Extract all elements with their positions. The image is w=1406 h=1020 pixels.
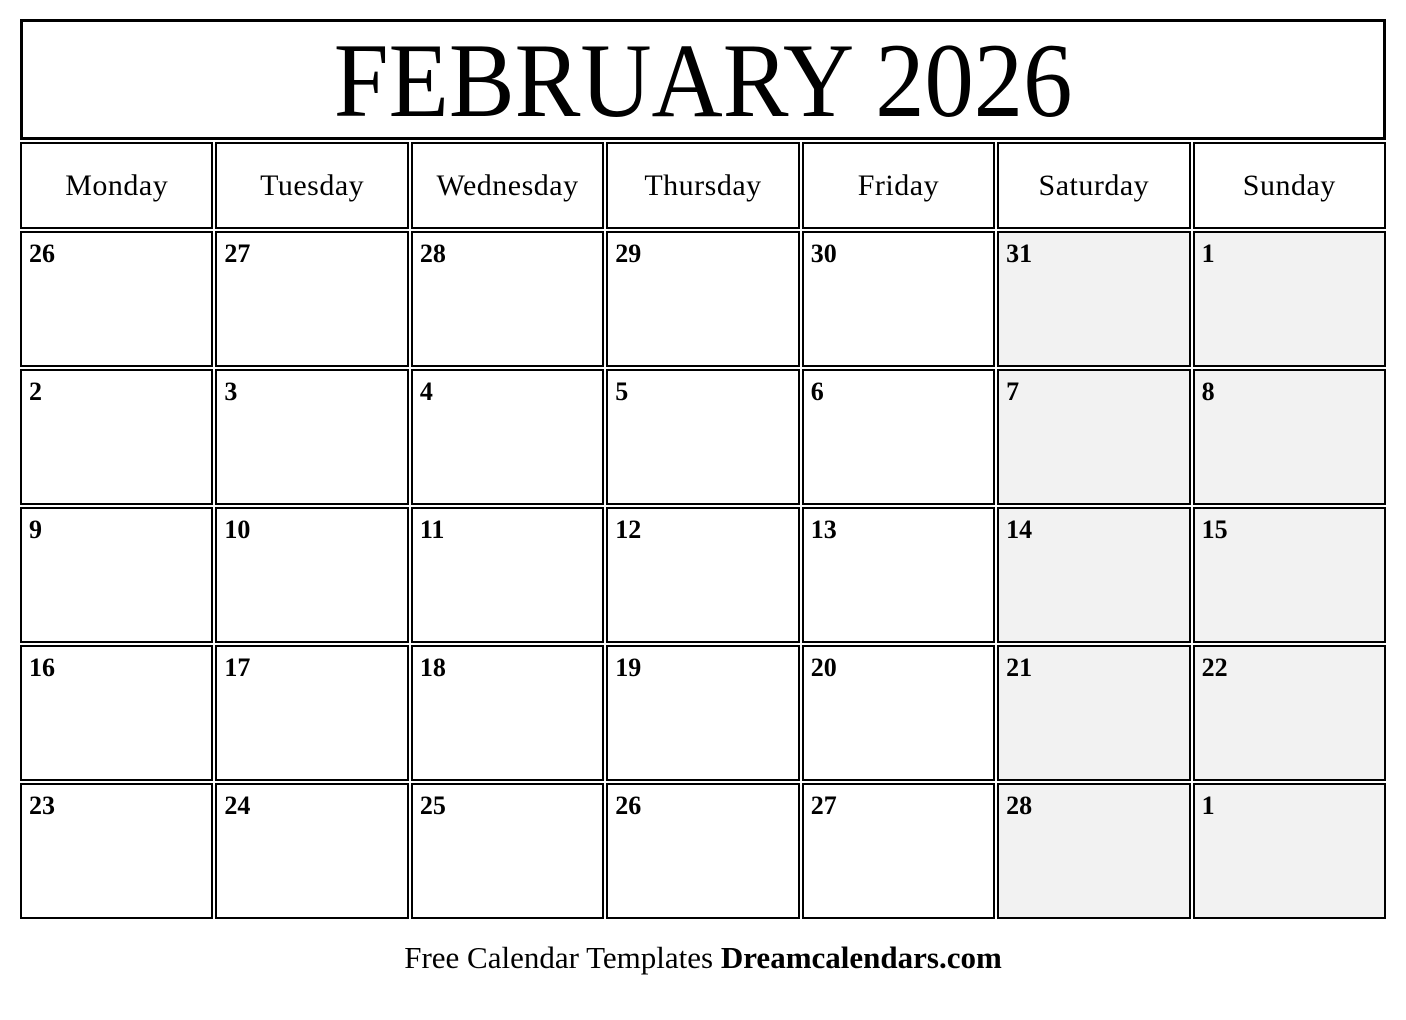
- weekday-header-tuesday: Tuesday: [215, 142, 408, 229]
- date-number: 18: [419, 653, 446, 682]
- footer: [20, 939, 1386, 976]
- date-number: 24: [224, 791, 251, 820]
- date-number: 8: [1201, 377, 1215, 406]
- date-number: 27: [810, 791, 837, 820]
- date-cell-week2-wednesday: [411, 369, 604, 505]
- date-cell-week2-sunday: [1193, 369, 1386, 505]
- date-number: 28: [419, 239, 446, 268]
- footer-text: Free Calendar Templates: [404, 940, 714, 975]
- footer-brand: Dreamcalendars.com: [720, 940, 1002, 975]
- date-cell-week3-sunday: [1193, 507, 1386, 643]
- calendar-page: [20, 19, 1386, 976]
- date-cell-week5-tuesday: [215, 783, 408, 919]
- date-cell-week3-tuesday: [215, 507, 408, 643]
- weekday-header-thursday: Thursday: [606, 142, 799, 229]
- date-number: 20: [810, 653, 837, 682]
- weekday-header-monday: Monday: [20, 142, 213, 229]
- date-number: 1: [1201, 791, 1215, 820]
- date-cell-week1-friday: [802, 231, 995, 367]
- weekday-header-wednesday: Wednesday: [411, 142, 604, 229]
- date-cell-week5-saturday: [997, 783, 1190, 919]
- date-number: 13: [810, 515, 837, 544]
- date-cell-week3-saturday: [997, 507, 1190, 643]
- weekday-header-friday: Friday: [802, 142, 995, 229]
- date-number: 9: [29, 515, 42, 544]
- date-cell-week5-friday: [802, 783, 995, 919]
- date-number: 14: [1006, 515, 1033, 544]
- date-cell-week2-tuesday: [215, 369, 408, 505]
- date-cell-week4-friday: [802, 645, 995, 781]
- date-cell-week5-thursday: [606, 783, 799, 919]
- date-cell-week2-monday: [20, 369, 213, 505]
- date-cell-week5-wednesday: [411, 783, 604, 919]
- date-number: 5: [615, 377, 629, 406]
- date-cell-week4-monday: [20, 645, 213, 781]
- date-cell-week1-saturday: [997, 231, 1190, 367]
- date-number: 22: [1201, 653, 1228, 682]
- date-number: 25: [419, 791, 446, 820]
- date-number: 27: [224, 239, 251, 268]
- date-cell-week3-thursday: [606, 507, 799, 643]
- weekday-header-row: [20, 142, 1386, 229]
- date-number: 28: [1006, 791, 1033, 820]
- date-number: 4: [419, 377, 433, 406]
- date-number: 15: [1201, 515, 1228, 544]
- date-number: 6: [810, 377, 824, 406]
- date-number: 30: [810, 239, 837, 268]
- date-cell-week4-saturday: [997, 645, 1190, 781]
- date-cell-week4-sunday: [1193, 645, 1386, 781]
- date-cell-week3-friday: [802, 507, 995, 643]
- date-cell-week1-thursday: [606, 231, 799, 367]
- date-number: 26: [615, 791, 642, 820]
- weekday-header-saturday: Saturday: [997, 142, 1190, 229]
- date-grid: [20, 231, 1386, 919]
- date-number: 2: [29, 377, 42, 406]
- date-cell-week4-wednesday: [411, 645, 604, 781]
- date-number: 12: [615, 515, 642, 544]
- calendar-title: FEBRUARY 2026: [333, 21, 1073, 139]
- date-cell-week2-thursday: [606, 369, 799, 505]
- date-number: 11: [419, 515, 445, 544]
- date-cell-week1-monday: [20, 231, 213, 367]
- date-cell-week3-monday: [20, 507, 213, 643]
- date-number: 7: [1006, 377, 1020, 406]
- date-cell-week4-tuesday: [215, 645, 408, 781]
- date-cell-week1-sunday: [1193, 231, 1386, 367]
- date-cell-week5-sunday: [1193, 783, 1386, 919]
- date-number: 16: [29, 653, 55, 682]
- date-number: 23: [29, 791, 55, 820]
- date-number: 26: [29, 239, 55, 268]
- date-cell-week3-wednesday: [411, 507, 604, 643]
- date-number: 21: [1006, 653, 1033, 682]
- date-number: 3: [224, 377, 238, 406]
- date-cell-week2-friday: [802, 369, 995, 505]
- date-cell-week1-wednesday: [411, 231, 604, 367]
- date-number: 29: [615, 239, 642, 268]
- date-cell-week5-monday: [20, 783, 213, 919]
- date-number: 10: [224, 515, 251, 544]
- date-number: 1: [1201, 239, 1215, 268]
- date-cell-week2-saturday: [997, 369, 1190, 505]
- date-number: 17: [224, 653, 251, 682]
- date-number: 19: [615, 653, 642, 682]
- calendar-title-box: [20, 19, 1386, 140]
- date-cell-week4-thursday: [606, 645, 799, 781]
- date-number: 31: [1006, 239, 1033, 268]
- weekday-header-sunday: Sunday: [1193, 142, 1386, 229]
- date-cell-week1-tuesday: [215, 231, 408, 367]
